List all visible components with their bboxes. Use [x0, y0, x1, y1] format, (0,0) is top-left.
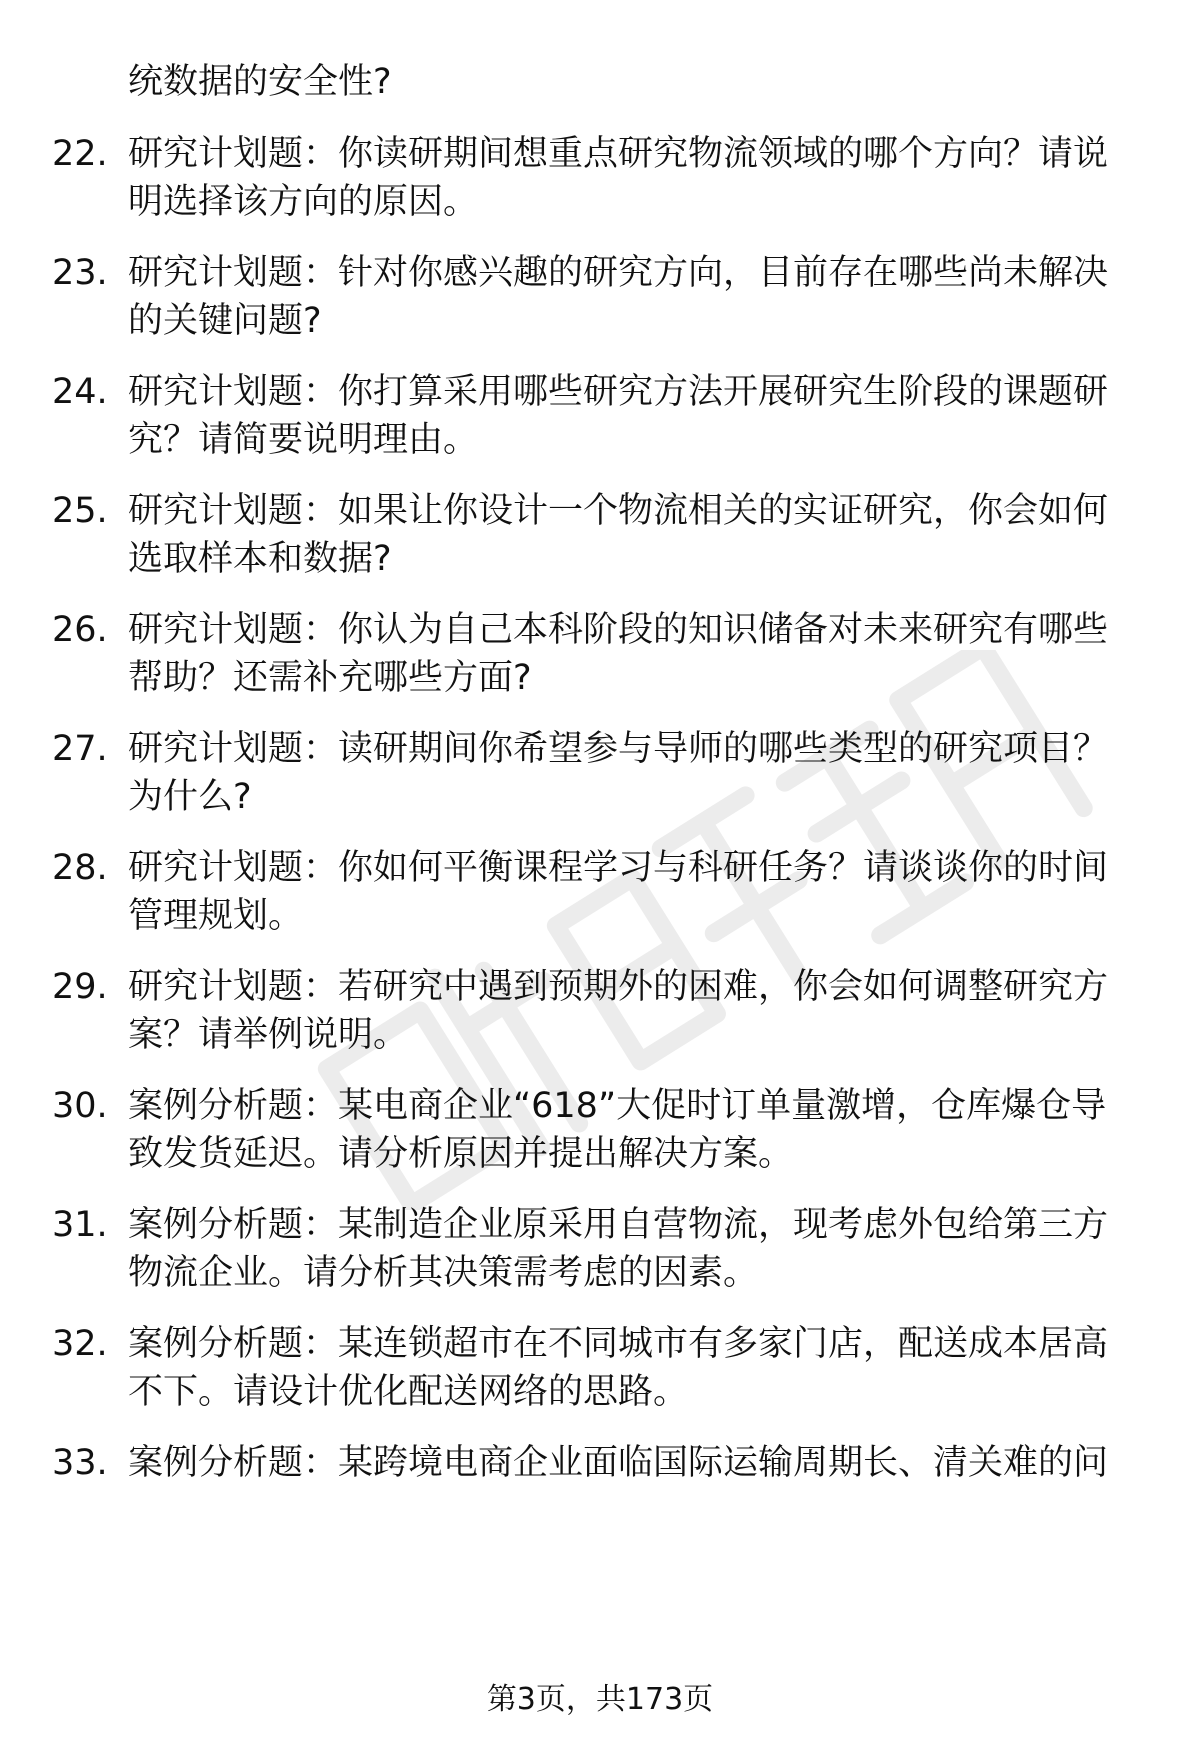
question-item-32	[0, 1320, 1200, 1416]
question-item-22	[0, 130, 1200, 226]
question-text: 案例分析题：某连锁超市在不同城市有多家门店，配送成本居高不下。请设计优化配送网络的思路。	[128, 1324, 1109, 1412]
question-text: 研究计划题：如果让你设计一个物流相关的实证研究，你会如何选取样本和数据?	[128, 491, 1109, 579]
question-text: 研究计划题：针对你感兴趣的研究方向，目前存在哪些尚未解决的关键问题?	[128, 253, 1109, 341]
question-text: 案例分析题：某电商企业“618”大促时订单量激增，仓库爆仓导致发货延迟。请分析原因并提出解决方案。	[128, 1086, 1107, 1174]
question-text: 案例分析题：某制造企业原采用自营物流，现考虑外包给第三方物流企业。请分析其决策需考虑的因素。	[128, 1205, 1109, 1293]
question-number: 27.	[52, 729, 108, 769]
question-number: 30.	[52, 1086, 108, 1126]
question-text: 研究计划题：若研究中遇到预期外的困难，你会如何调整研究方案？请举例说明。	[128, 967, 1109, 1055]
question-number: 28.	[52, 848, 108, 888]
question-item-25	[0, 487, 1200, 583]
continued-text: 统数据的安全性?	[128, 62, 392, 102]
question-item-24	[0, 368, 1200, 464]
question-number: 31.	[52, 1205, 108, 1245]
page-footer: 第3页，共173页	[486, 1682, 714, 1717]
question-number: 33.	[52, 1443, 108, 1483]
question-number: 25.	[52, 491, 108, 531]
question-text: 案例分析题：某跨境电商企业面临国际运输周期长、清关难的问	[128, 1443, 1109, 1483]
question-number: 29.	[52, 967, 108, 1007]
question-text: 研究计划题：你读研期间想重点研究物流领域的哪个方向？请说明选择该方向的原因。	[128, 134, 1109, 222]
question-text: 研究计划题：你打算采用哪些研究方法开展研究生阶段的课题研究？请简要说明理由。	[128, 372, 1109, 460]
question-item-30	[0, 1082, 1200, 1178]
question-item-29	[0, 963, 1200, 1059]
question-item-31	[0, 1201, 1200, 1297]
question-text: 研究计划题：读研期间你希望参与导师的哪些类型的研究项目？为什么?	[128, 729, 1109, 817]
question-number: 32.	[52, 1324, 108, 1364]
question-item-23	[0, 249, 1200, 345]
question-text: 研究计划题：你如何平衡课程学习与科研任务？请谈谈你的时间管理规划。	[128, 848, 1109, 936]
question-item-26	[0, 606, 1200, 702]
question-item-28	[0, 844, 1200, 940]
question-number: 24.	[52, 372, 108, 412]
question-number: 23.	[52, 253, 108, 293]
question-item-27	[0, 725, 1200, 821]
question-item-33	[0, 1439, 1200, 1495]
question-number: 26.	[52, 610, 108, 650]
question-text: 研究计划题：你认为自己本科阶段的知识储备对未来研究有哪些帮助？还需补充哪些方面?	[128, 610, 1109, 698]
question-number: 22.	[52, 134, 108, 174]
